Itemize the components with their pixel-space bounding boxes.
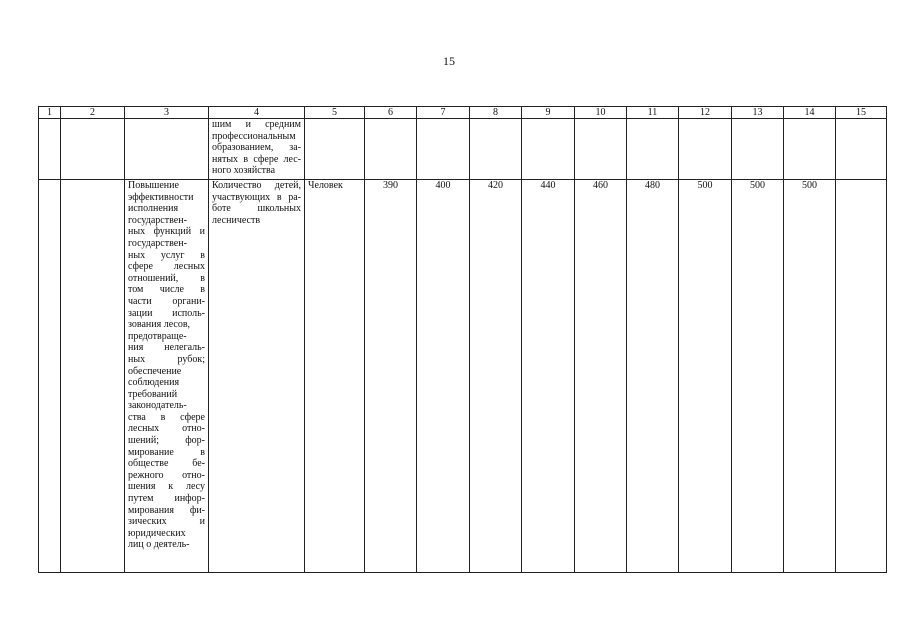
value-cell: 400 [417,180,470,573]
column-number: 3 [125,107,209,119]
column-number: 7 [417,107,470,119]
text-line: обеспечение [128,365,182,377]
table-cell [836,119,887,180]
column-number: 2 [61,107,125,119]
goal-cell [125,180,209,573]
text-line: боте школьных [212,203,301,215]
text-line: шим и средним [212,119,301,130]
column-number: 14 [784,107,836,119]
header-row [39,107,887,119]
text-line: части органи- [128,295,205,307]
value-cell: 390 [365,180,417,573]
column-number: 15 [836,107,887,119]
text-line: путем инфор- [128,493,205,505]
table-cell [61,119,125,180]
column-number: 11 [627,107,679,119]
text-line: исполнения [128,203,179,215]
text-line: ных услуг в [128,249,205,261]
text-line: мирование в [128,446,205,458]
table-row [39,180,887,573]
table-cell [679,119,732,180]
value-cell: 420 [470,180,522,573]
table-cell [125,119,209,180]
value-cell: 460 [575,180,627,573]
table-cell [39,119,61,180]
table-cell [39,180,61,573]
text-line: шений; фор- [128,435,205,447]
text-line: зования лесов, [128,319,191,331]
indicators-table [38,106,887,573]
text-line: режного отно- [128,469,205,481]
table-cell [470,119,522,180]
text-line: государствен- [128,214,187,226]
column-number: 10 [575,107,627,119]
table-cell [61,180,125,573]
text-line: лесничеств [212,214,261,226]
column-number: 6 [365,107,417,119]
text-line: нятых в сфере лес- [212,153,301,165]
table-cell [784,119,836,180]
text-line: Повышение [128,180,179,191]
text-line: зации исполь- [128,307,205,319]
value-cell: 480 [627,180,679,573]
text-line: отношений, в [128,272,205,284]
column-number: 13 [732,107,784,119]
text-line: участвующих в ра- [212,191,301,203]
text-line: профессиональным [212,130,296,142]
text-line: сфере лесных [128,261,205,273]
column-number: 12 [679,107,732,119]
column-number: 4 [209,107,305,119]
text-line: лесных отно- [128,423,205,435]
text-line: государствен- [128,237,187,249]
column-number: 8 [470,107,522,119]
indicator-cell [209,180,305,573]
text-line: юридических [128,527,186,539]
table-cell [627,119,679,180]
page-number: 15 [443,54,455,68]
text-line: законодатель- [128,400,187,412]
value-cell: 440 [522,180,575,573]
value-cell: 500 [732,180,784,573]
table-cell [365,119,417,180]
column-number: 5 [305,107,365,119]
table-cell [575,119,627,180]
table-row [39,119,887,180]
text-line: ных функций и [128,226,205,238]
text-line: мирования фи- [128,504,205,516]
column-number: 9 [522,107,575,119]
table-cell [836,180,887,573]
unit-cell: Человек [305,180,365,573]
text-line: образованием, за- [212,142,301,154]
value-cell: 500 [784,180,836,573]
text-line: Количество детей, [212,180,301,191]
text-line: соблюдения [128,377,180,389]
text-line: предотвраще- [128,330,187,342]
text-line: ного хозяйства [212,165,276,177]
value-cell: 500 [679,180,732,573]
table-cell [305,119,365,180]
text-line: том числе в [128,284,205,296]
text-line: эффективности [128,191,194,203]
table-cell [732,119,784,180]
text-line: ных рубок; [128,353,205,365]
indicator-cell [209,119,305,180]
text-line: лиц о деятель- [128,539,190,551]
text-line: шения к лесу [128,481,205,493]
text-line: ния нелегаль- [128,342,205,354]
text-line: требований [128,388,178,400]
text-line: зических и [128,516,205,528]
table-cell [522,119,575,180]
table-cell [417,119,470,180]
text-line: обществе бе- [128,458,205,470]
text-line: ства в сфере [128,411,205,423]
column-number: 1 [39,107,61,119]
